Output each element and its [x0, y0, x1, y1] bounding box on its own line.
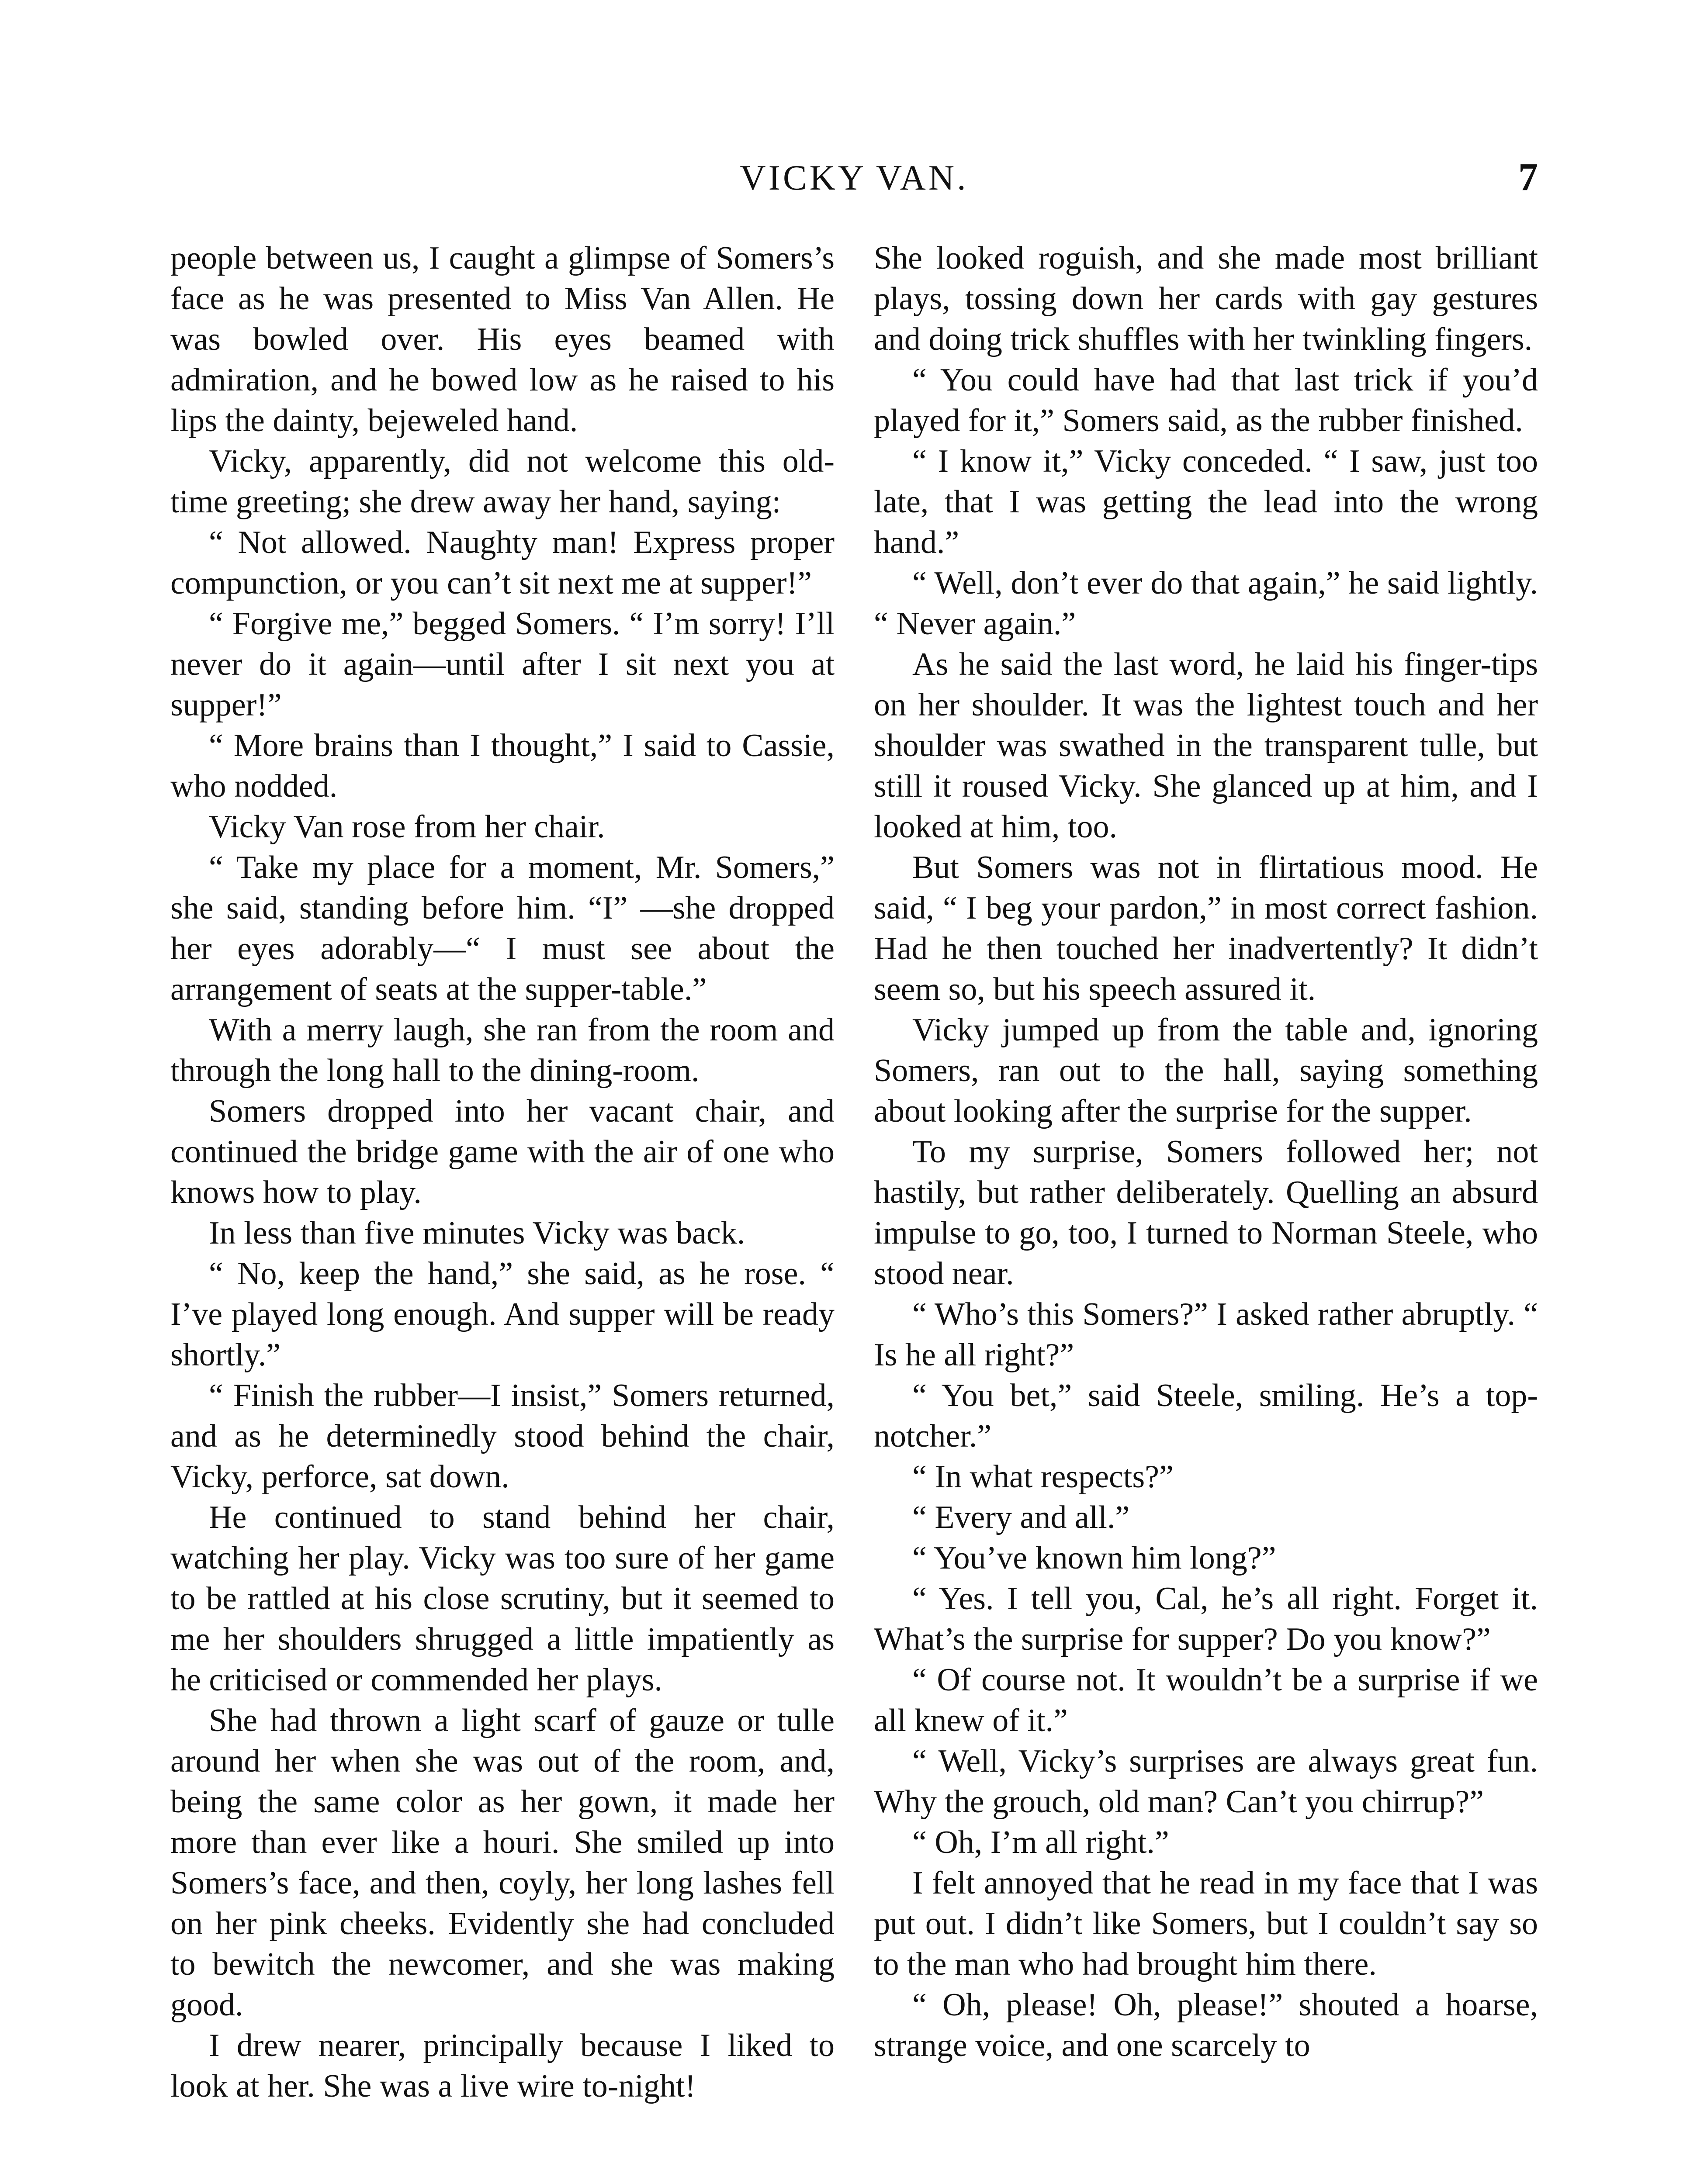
paragraph: “ In what respects?”: [912, 1459, 1174, 1495]
paragraph: “ Forgive me,” begged Somers. “ I’m sorry! I’ll never do it again—until after I sit next you at supper!”: [170, 606, 835, 723]
paragraph: “ You bet,” said Steele, smiling. He’s a top-notcher.”: [874, 1378, 1538, 1454]
paragraph: “ Oh, I’m all right.”: [912, 1825, 1169, 1860]
paragraph: She had thrown a light scarf of gauze or tulle around her when she was out of the room, and, being the same color as her gown, it made her more than ever like a houri. She smiled up into Somers’s face, and then, coyly, her long lashes fell on her pink cheeks. Evidently she had concluded to bewitch the newcomer, and she was making good.: [170, 1703, 835, 2023]
paragraph: Somers dropped into her vacant chair, and continued the bridge game with the air of one who knows how to play.: [170, 1093, 835, 1210]
page-number: 7: [1518, 156, 1538, 199]
running-title: VICKY VAN.: [740, 158, 969, 197]
paragraph: Vicky Van rose from her chair.: [209, 809, 605, 845]
paragraph: “ More brains than I thought,” I said to Cassie, who nodded.: [170, 728, 835, 804]
paragraph: Vicky, apparently, did not welcome this old-time greeting; she drew away her hand, saying:: [170, 443, 835, 520]
paragraph: “ I know it,” Vicky conceded. “ I saw, just too late, that I was getting the lead into the wrong hand.”: [874, 443, 1538, 560]
paragraph: But Somers was not in flirtatious mood. He said, “ I beg your pardon,” in most correct fashion. Had he then touched her inadvertently? It didn’t seem so, but his speech assured it.: [874, 850, 1538, 1007]
paragraph: “ No, keep the hand,” she said, as he rose. “ I’ve played long enough. And supper will be ready shortly.”: [170, 1256, 835, 1373]
paragraph: “ Every and all.”: [912, 1500, 1130, 1535]
paragraph: “ You’ve known him long?”: [912, 1540, 1276, 1576]
paragraph: people between us, I caught a glimpse of Somers’s face as he was presented to Miss Van Allen. He was bowled over. His eyes beamed with admiration, and he bowed low as he raised to his lips the dainty, bejeweled hand.: [170, 240, 835, 439]
page-header: [170, 157, 1538, 210]
right-column: [874, 238, 1538, 2184]
paragraph: “ Yes. I tell you, Cal, he’s all right. Forget it. What’s the surprise for supper? Do you know?”: [874, 1581, 1538, 1657]
paragraph: “ Take my place for a moment, Mr. Somers,” she said, standing before him. “I” —she dropped her eyes adorably—“ I must see about the arrangement of seats at the supper-table.”: [170, 850, 835, 1007]
paragraph: In less than five minutes Vicky was back.: [209, 1215, 745, 1251]
text-columns: [170, 238, 1538, 2184]
paragraph: As he said the last word, he laid his finger-tips on her shoulder. It was the lightest touch and her shoulder was swathed in the transparent tulle, but still it roused Vicky. She glanced up at him, and I looked at him, too.: [874, 646, 1538, 845]
paragraph: With a merry laugh, she ran from the room and through the long hall to the dining-room.: [170, 1012, 835, 1089]
paragraph: She looked roguish, and she made most brilliant plays, tossing down her cards with gay gestures and doing trick shuffles with her twinkling fingers.: [874, 240, 1538, 357]
paragraph: He continued to stand behind her chair, watching her play. Vicky was too sure of her game to be rattled at his close scrutiny, but it seemed to me her shoulders shrugged a little impatiently as he criticised or commended her plays.: [170, 1500, 835, 1698]
paragraph: “ Well, Vicky’s surprises are always great fun. Why the grouch, old man? Can’t you chirrup?”: [874, 1743, 1538, 1820]
paragraph: To my surprise, Somers followed her; not hastily, but rather deliberately. Quelling an absurd impulse to go, too, I turned to Norman Steele, who stood near.: [874, 1134, 1538, 1292]
paragraph: “ You could have had that last trick if you’d played for it,” Somers said, as the rubber finished.: [874, 362, 1538, 439]
paragraph: “ Well, don’t ever do that again,” he said lightly. “ Never again.”: [874, 565, 1538, 642]
paragraph: “ Who’s this Somers?” I asked rather abruptly. “ Is he all right?”: [874, 1296, 1538, 1373]
paragraph: “ Oh, please! Oh, please!” shouted a hoarse, strange voice, and one scarcely to: [874, 1987, 1538, 2063]
left-column: [170, 238, 835, 2184]
paragraph: “ Finish the rubber—I insist,” Somers returned, and as he determinedly stood behind the chair, Vicky, perforce, sat down.: [170, 1378, 835, 1495]
paragraph: Vicky jumped up from the table and, ignoring Somers, ran out to the hall, saying something about looking after the surprise for the supper.: [874, 1012, 1538, 1129]
paragraph: I drew nearer, principally because I liked to look at her. She was a live wire to-night!: [170, 2028, 835, 2104]
paragraph: “ Not allowed. Naughty man! Express proper compunction, or you can’t sit next me at supper!”: [170, 525, 835, 601]
paragraph: “ Of course not. It wouldn’t be a surprise if we all knew of it.”: [874, 1662, 1538, 1738]
paragraph: I felt annoyed that he read in my face that I was put out. I didn’t like Somers, but I couldn’t say so to the man who had brought him there.: [874, 1865, 1538, 1982]
